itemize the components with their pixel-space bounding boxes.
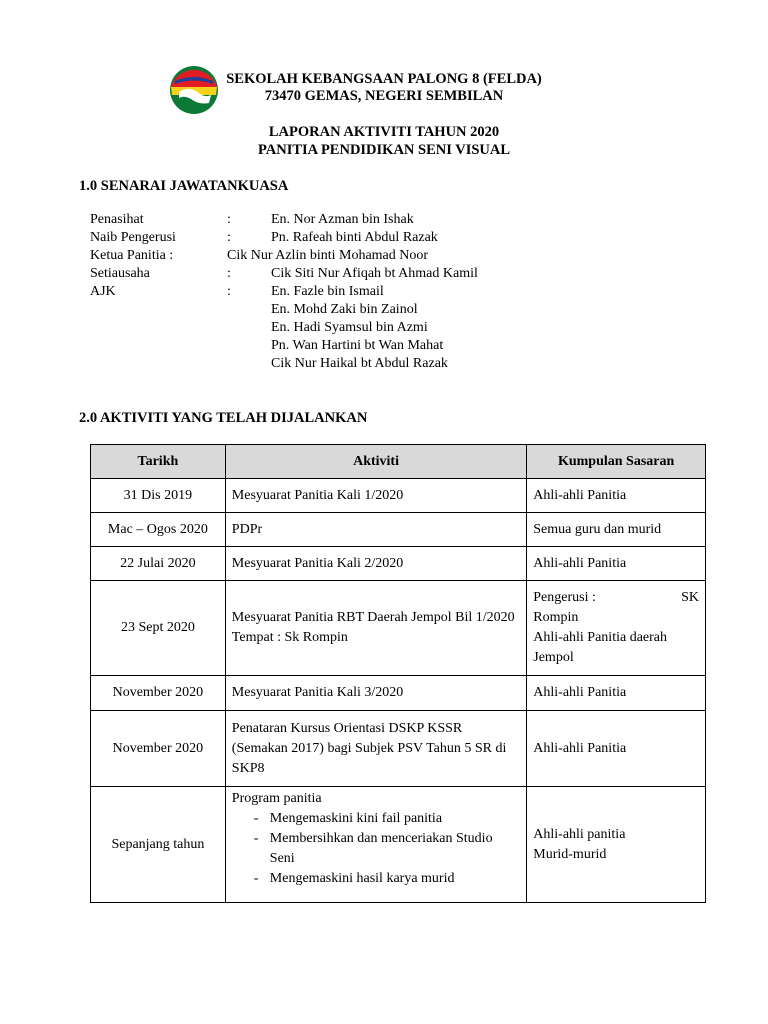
target-cell: Semua guru dan murid [527, 513, 706, 547]
target-cell [527, 787, 706, 903]
committee-name: En. Fazle bin Ismail [271, 284, 384, 299]
committee-name: Cik Nur Haikal bt Abdul Razak [271, 356, 448, 371]
committee-colon: : [227, 284, 231, 299]
committee-name: Cik Nur Azlin binti Mohamad Noor [227, 248, 429, 263]
committee-role: Ketua Panitia : [90, 248, 174, 263]
activity-cell [225, 581, 526, 676]
committee-row [90, 247, 610, 265]
date-cell: 23 Sept 2020 [91, 581, 226, 676]
committee-row [90, 283, 610, 301]
committee-role: Setiausaha [90, 266, 150, 281]
school-address: 73470 GEMAS, NEGERI SEMBILAN [264, 88, 504, 104]
target-text: Murid-murid [533, 846, 607, 862]
committee-list [90, 211, 610, 373]
table-row [91, 581, 706, 676]
table-row [91, 479, 706, 513]
activity-cell: PDPr [225, 513, 526, 547]
activity-place: Tempat : Sk Rompin [231, 630, 348, 645]
activity-text: Program panitia [231, 791, 322, 806]
committee-name: En. Mohd Zaki bin Zainol [271, 302, 418, 317]
date-cell: November 2020 [91, 711, 226, 787]
date-cell: November 2020 [91, 676, 226, 711]
target-cell: Ahli-ahli Panitia [527, 547, 706, 581]
activity-cell: Mesyuarat Panitia Kali 1/2020 [225, 479, 526, 513]
activity-cell: Mesyuarat Panitia Kali 3/2020 [225, 676, 526, 711]
committee-name: Pn. Rafeah binti Abdul Razak [271, 230, 438, 245]
header-kumpulan-sasaran: Kumpulan Sasaran [527, 445, 706, 479]
target-cell: Ahli-ahli Panitia [527, 676, 706, 711]
target-text: Rompin [533, 610, 579, 625]
committee-name: En. Hadi Syamsul bin Azmi [271, 320, 428, 335]
table-row [91, 676, 706, 711]
activity-table [90, 444, 706, 903]
committee-row [90, 265, 610, 283]
committee-role: Naib Pengerusi [90, 230, 176, 245]
header-aktiviti: Aktiviti [225, 445, 526, 479]
activity-list [232, 809, 520, 889]
list-item: - Membersihkan dan menceriakan Studio Seni [232, 829, 520, 869]
date-cell: 22 Julai 2020 [91, 547, 226, 581]
committee-role: Penasihat [90, 212, 144, 227]
committee-role: AJK [90, 284, 116, 299]
target-text: Pengerusi : [533, 590, 596, 605]
target-text: SK [681, 590, 699, 605]
activity-cell [225, 787, 526, 903]
committee-row [90, 355, 610, 373]
committee-name: Pn. Wan Hartini bt Wan Mahat [271, 338, 444, 353]
committee-row [90, 229, 610, 247]
date-cell: Sepanjang tahun [91, 787, 226, 903]
target-text: Ahli-ahli panitia [533, 826, 626, 842]
section1-title: 1.0 SENARAI JAWATANKUASA [79, 178, 289, 194]
activity-cell: Penataran Kursus Orientasi DSKP KSSR (Semakan 2017) bagi Subjek PSV Tahun 5 SR di SKP8 [225, 711, 526, 787]
committee-colon: : [227, 212, 231, 227]
committee-row [90, 211, 610, 229]
committee-colon: : [227, 266, 231, 281]
committee-row [90, 319, 610, 337]
target-line [533, 588, 699, 608]
table-row [91, 513, 706, 547]
list-item: - Mengemaskini hasil karya murid [232, 869, 520, 889]
table-header-row [91, 445, 706, 479]
target-cell: Ahli-ahli Panitia [527, 479, 706, 513]
table-row [91, 711, 706, 787]
table-row [91, 787, 706, 903]
committee-row [90, 301, 610, 319]
date-cell: 31 Dis 2019 [91, 479, 226, 513]
header-tarikh: Tarikh [91, 445, 226, 479]
section2-title: 2.0 AKTIVITI YANG TELAH DIJALANKAN [79, 410, 368, 426]
table-row [91, 547, 706, 581]
committee-colon: : [227, 230, 231, 245]
panel-title: PANITIA PENDIDIKAN SENI VISUAL [257, 142, 511, 158]
list-item: - Mengemaskini kini fail panitia [232, 809, 520, 829]
activity-text: Mesyuarat Panitia RBT Daerah Jempol Bil 1/2020 [231, 610, 515, 625]
school-name: SEKOLAH KEBANGSAAN PALONG 8 (FELDA) [226, 71, 542, 87]
target-cell [527, 581, 706, 676]
activity-cell: Mesyuarat Panitia Kali 2/2020 [225, 547, 526, 581]
report-title: LAPORAN AKTIVITI TAHUN 2020 [268, 124, 500, 140]
target-text: Ahli-ahli Panitia daerah Jempol [533, 630, 667, 665]
committee-name: Cik Siti Nur Afiqah bt Ahmad Kamil [271, 266, 478, 281]
committee-name: En. Nor Azman bin Ishak [271, 212, 414, 227]
target-cell: Ahli-ahli Panitia [527, 711, 706, 787]
committee-row [90, 337, 610, 355]
date-cell: Mac – Ogos 2020 [91, 513, 226, 547]
